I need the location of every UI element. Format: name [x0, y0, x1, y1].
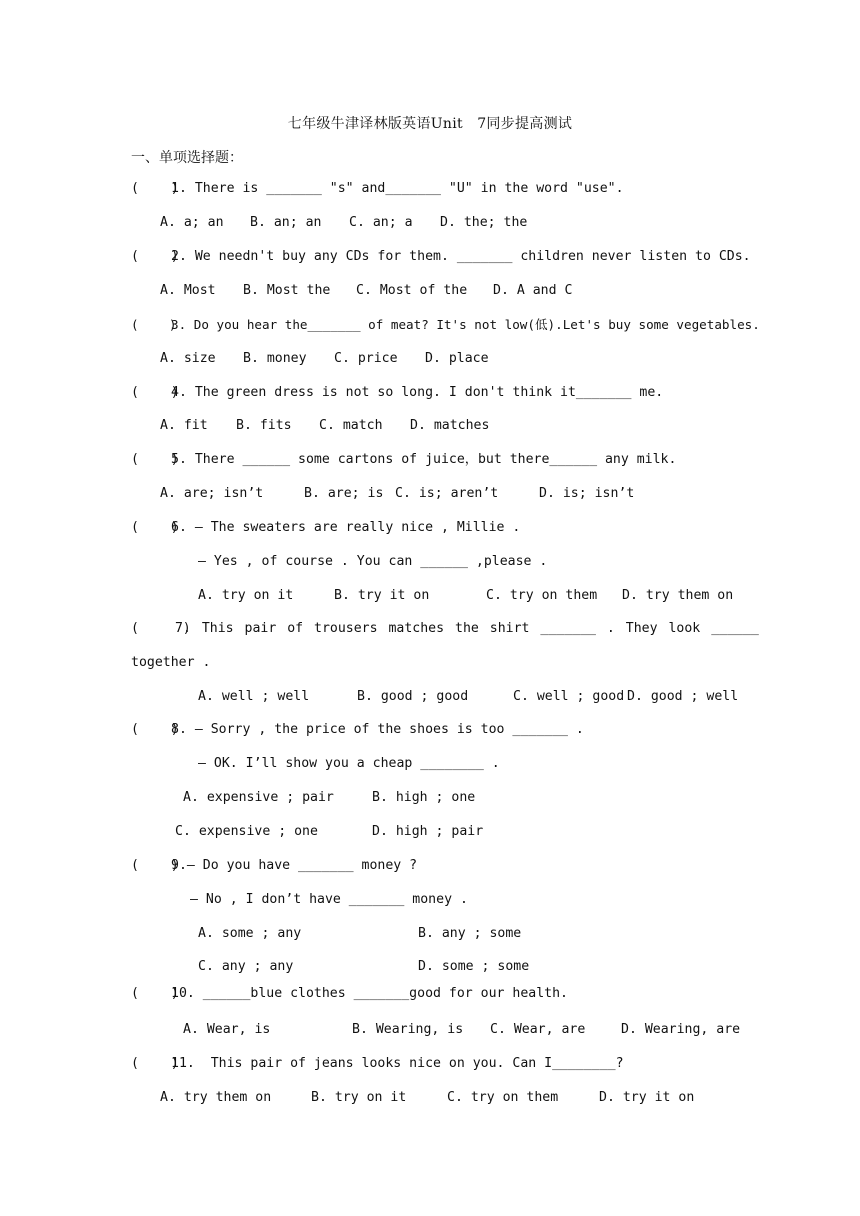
- question-5: [131, 450, 676, 470]
- option-a: A. try them on: [160, 1090, 272, 1105]
- option-c: C. any ; any: [198, 959, 294, 974]
- answer-blank: ( ): [131, 722, 179, 737]
- question-stem: 9.— Do you have _______ money ?: [171, 858, 418, 873]
- option-a: A. Most: [160, 283, 216, 298]
- option-d: D. try it on: [599, 1090, 695, 1105]
- option-b: B. try it on: [334, 588, 430, 603]
- option-d: D. Wearing, are: [621, 1022, 741, 1037]
- answer-blank: ( ): [131, 385, 179, 400]
- option-c: C. try on them: [447, 1090, 559, 1105]
- option-a: A. are; isn’t: [160, 486, 264, 501]
- question-8: [131, 720, 584, 740]
- option-b: B. fits: [236, 418, 292, 433]
- question-stem: 2. We needn't buy any CDs for them. _______ children never listen to CDs.: [171, 249, 751, 264]
- option-d: D. matches: [410, 418, 490, 433]
- option-d: D. high ; pair: [372, 824, 484, 839]
- option-b: B. are; is: [304, 486, 384, 501]
- answer-blank: ( ): [131, 1056, 179, 1071]
- option-a: A. size: [160, 351, 216, 366]
- answer-blank: ( ): [131, 858, 179, 873]
- option-b: B. an; an: [250, 215, 322, 230]
- question-4: [131, 383, 663, 403]
- answer-blank: ( ): [131, 249, 179, 264]
- option-d: D. A and C: [493, 283, 573, 298]
- question-8-line-2: — OK. I’ll show you a cheap ________ .: [198, 756, 500, 771]
- answer-blank: ( ): [131, 520, 179, 535]
- answer-blank: ( ): [131, 181, 179, 196]
- question-6: [131, 518, 520, 538]
- option-a: A. Wear, is: [183, 1022, 271, 1037]
- question-7-line-2: together .: [131, 655, 211, 670]
- question-9-line-2: — No , I don’t have _______ money .: [190, 892, 468, 907]
- question-1: [131, 179, 624, 199]
- option-a: A. expensive ; pair: [183, 790, 334, 805]
- option-c: C. Wear, are: [490, 1022, 586, 1037]
- question-9: [131, 856, 417, 876]
- question-stem: 3. Do you hear the_______ of meat? It's not low(低).Let's buy some vegetables.: [171, 317, 760, 332]
- option-a: A. a; an: [160, 215, 224, 230]
- question-stem: 7. This pair of trousers matches the shirt _______ . They look ______: [175, 621, 759, 636]
- question-stem: 11. This pair of jeans looks nice on you. Can I________?: [171, 1056, 624, 1071]
- question-stem: 6. — The sweaters are really nice , Millie .: [171, 520, 521, 535]
- option-c: C. match: [319, 418, 383, 433]
- page-title: 七年级牛津译林版英语Unit 7同步提高测试: [287, 116, 573, 132]
- option-c: C. price: [334, 351, 398, 366]
- option-b: B. Wearing, is: [352, 1022, 464, 1037]
- option-d: D. good ; well: [627, 689, 739, 704]
- option-c: C. is; aren’t: [395, 486, 499, 501]
- option-c: C. expensive ; one: [175, 824, 318, 839]
- answer-blank: ( ): [131, 621, 191, 636]
- option-c: C. well ; good: [513, 689, 625, 704]
- question-10: [131, 984, 568, 1004]
- option-c: C. an; a: [349, 215, 413, 230]
- option-c: C. Most of the: [356, 283, 468, 298]
- option-a: A. try on it: [198, 588, 294, 603]
- answer-blank: ( ): [131, 452, 179, 467]
- question-3: [131, 315, 760, 335]
- option-d: D. the; the: [440, 215, 528, 230]
- option-b: B. good ; good: [357, 689, 469, 704]
- section-heading: 一、单项选择题：: [131, 150, 243, 166]
- option-b: B. Most the: [243, 283, 331, 298]
- option-a: A. well ; well: [198, 689, 310, 704]
- question-2: [131, 247, 751, 267]
- question-stem: 1. There is _______ "s" and_______ "U" in the word "use".: [171, 181, 624, 196]
- option-a: A. some ; any: [198, 926, 302, 941]
- question-stem: 4. The green dress is not so long. I don't think it_______ me.: [171, 385, 664, 400]
- question-7: [131, 619, 759, 639]
- option-b: B. high ; one: [372, 790, 476, 805]
- option-b: B. try on it: [311, 1090, 407, 1105]
- option-d: D. is; isn’t: [539, 486, 635, 501]
- question-stem: 5. There ______ some cartons of juice，but there______ any milk.: [171, 452, 677, 467]
- option-c: C. try on them: [486, 588, 598, 603]
- answer-blank: ( ): [131, 986, 179, 1001]
- option-b: B. any ; some: [418, 926, 522, 941]
- option-d: D. try them on: [622, 588, 734, 603]
- answer-blank: ( ): [131, 317, 177, 332]
- option-b: B. money: [243, 351, 307, 366]
- option-d: D. place: [425, 351, 489, 366]
- question-stem: 8. — Sorry , the price of the shoes is too _______ .: [171, 722, 584, 737]
- question-6-line-2: — Yes , of course . You can ______ ,please .: [198, 554, 548, 569]
- question-11: [131, 1054, 624, 1074]
- option-a: A. fit: [160, 418, 208, 433]
- option-d: D. some ; some: [418, 959, 530, 974]
- question-stem: 10. ______blue clothes _______good for our health.: [171, 986, 568, 1001]
